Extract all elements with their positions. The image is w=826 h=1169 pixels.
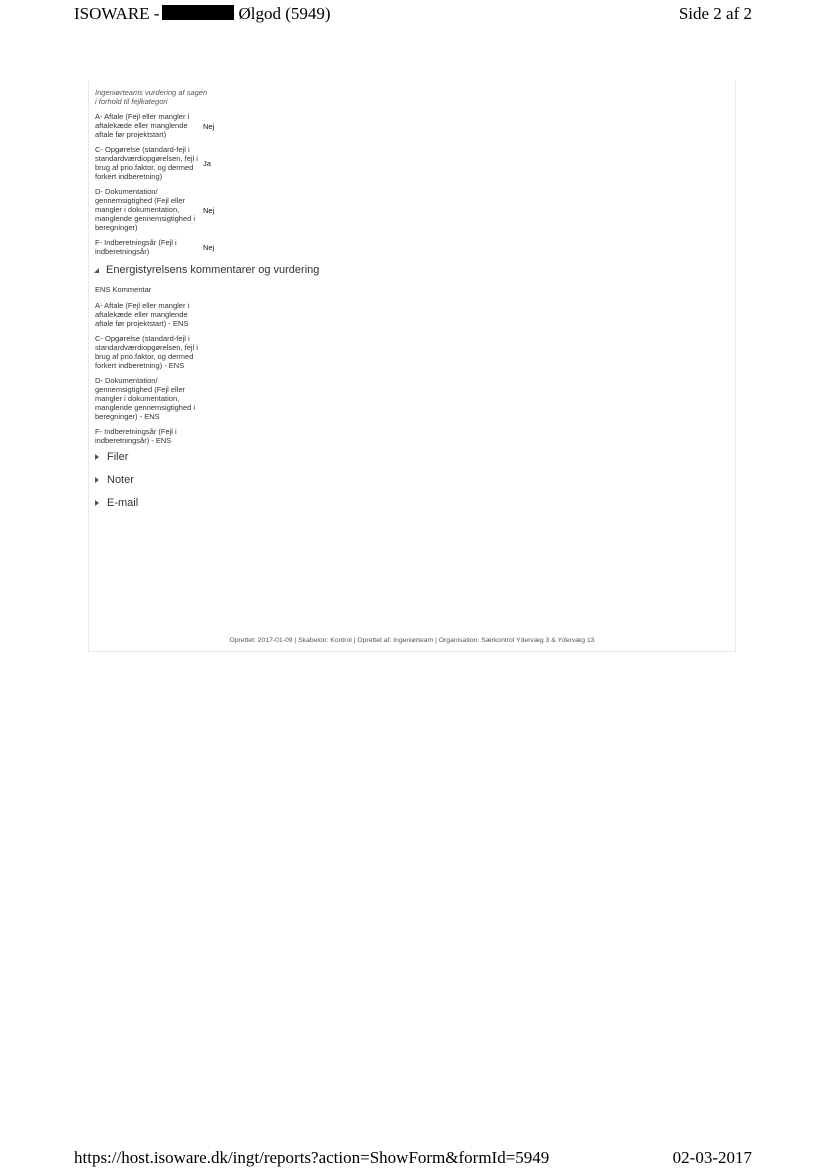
section-toggle-files[interactable] xyxy=(94,451,315,463)
print-footer xyxy=(74,1148,752,1168)
field-label: F- Indberetningsår (Fejl i indberetningsår) - ENS xyxy=(95,427,177,445)
ens-comment-label: ENS Kommentar xyxy=(95,285,152,294)
section-label: E-mail xyxy=(107,497,139,509)
field-row xyxy=(95,427,315,445)
print-header xyxy=(74,4,752,26)
form-fields xyxy=(95,88,320,520)
collapsed-triangle-icon xyxy=(95,477,99,483)
field-label: D- Dokumentation/ gennemsigtighed (Fejl eller mangler i dokumentation, manglende gennemsigtighed i beregninger) xyxy=(95,187,196,232)
field-label: C- Opgørelse (standard-fejl i standardværdiopgørelsen, fejl i brug af prio.faktor, og dermed forkert indberetning) - ENS xyxy=(95,334,198,370)
field-row xyxy=(95,187,315,232)
field-row xyxy=(95,112,315,139)
engineer-assessment-title: Ingeniørteams vurdering af sagen i forhold til fejlkategori xyxy=(95,88,208,106)
field-label: A- Aftale (Fejl eller mangler i aftalekæde eller manglende aftale før projektstart) - ENS xyxy=(95,301,190,328)
section-toggle-email[interactable] xyxy=(94,497,315,509)
page-url: https://host.isoware.dk/ingt/reports?action=ShowForm&formId=5949 xyxy=(74,1148,550,1167)
field-value: Nej xyxy=(203,243,215,252)
print-date: 02-03-2017 xyxy=(672,1148,752,1167)
field-label: D- Dokumentation/ gennemsigtighed (Fejl eller mangler i dokumentation, manglende gennemsigtighed i beregninger) - ENS xyxy=(95,376,196,421)
field-value: Ja xyxy=(203,159,211,168)
field-row xyxy=(95,238,315,256)
ens-section-toggle[interactable] xyxy=(94,264,320,276)
expanded-triangle-icon xyxy=(94,268,99,273)
field-label: F- Indberetningsår (Fejl i indberetningsår) xyxy=(95,238,177,256)
title-prefix: ISOWARE - xyxy=(74,4,160,23)
form-panel xyxy=(88,80,736,652)
form-meta-footer: Oprettet: 2017-01-09 | Skabelon: Kontrol | Oprettet af: Ingeniørteam | Organisation: Særkontrol Ydervæg 3 & Ydervæg 13 xyxy=(229,637,595,644)
section-label: Filer xyxy=(107,451,129,463)
section-toggle-notes[interactable] xyxy=(94,474,315,486)
collapsed-triangle-icon xyxy=(95,454,99,460)
field-row xyxy=(95,145,315,181)
field-label: C- Opgørelse (standard-fejl i standardværdiopgørelsen, fejl i brug af prio.faktor, og dermed forkert indberetning) xyxy=(95,145,198,181)
field-row xyxy=(95,334,315,370)
page-number: Side 2 af 2 xyxy=(678,4,752,23)
field-row xyxy=(95,376,315,421)
field-row xyxy=(95,301,315,328)
collapsed-triangle-icon xyxy=(95,500,99,506)
section-label: Noter xyxy=(107,474,134,486)
document-title xyxy=(74,4,331,24)
redaction-block xyxy=(162,5,234,20)
ens-section-title: Energistyrelsens kommentarer og vurdering xyxy=(106,264,320,276)
field-label: A- Aftale (Fejl eller mangler i aftalekæde eller manglende aftale før projektstart) xyxy=(95,112,190,139)
field-value: Nej xyxy=(203,205,215,215)
field-value: Nej xyxy=(203,121,215,131)
title-suffix: Ølgod (5949) xyxy=(238,4,331,23)
